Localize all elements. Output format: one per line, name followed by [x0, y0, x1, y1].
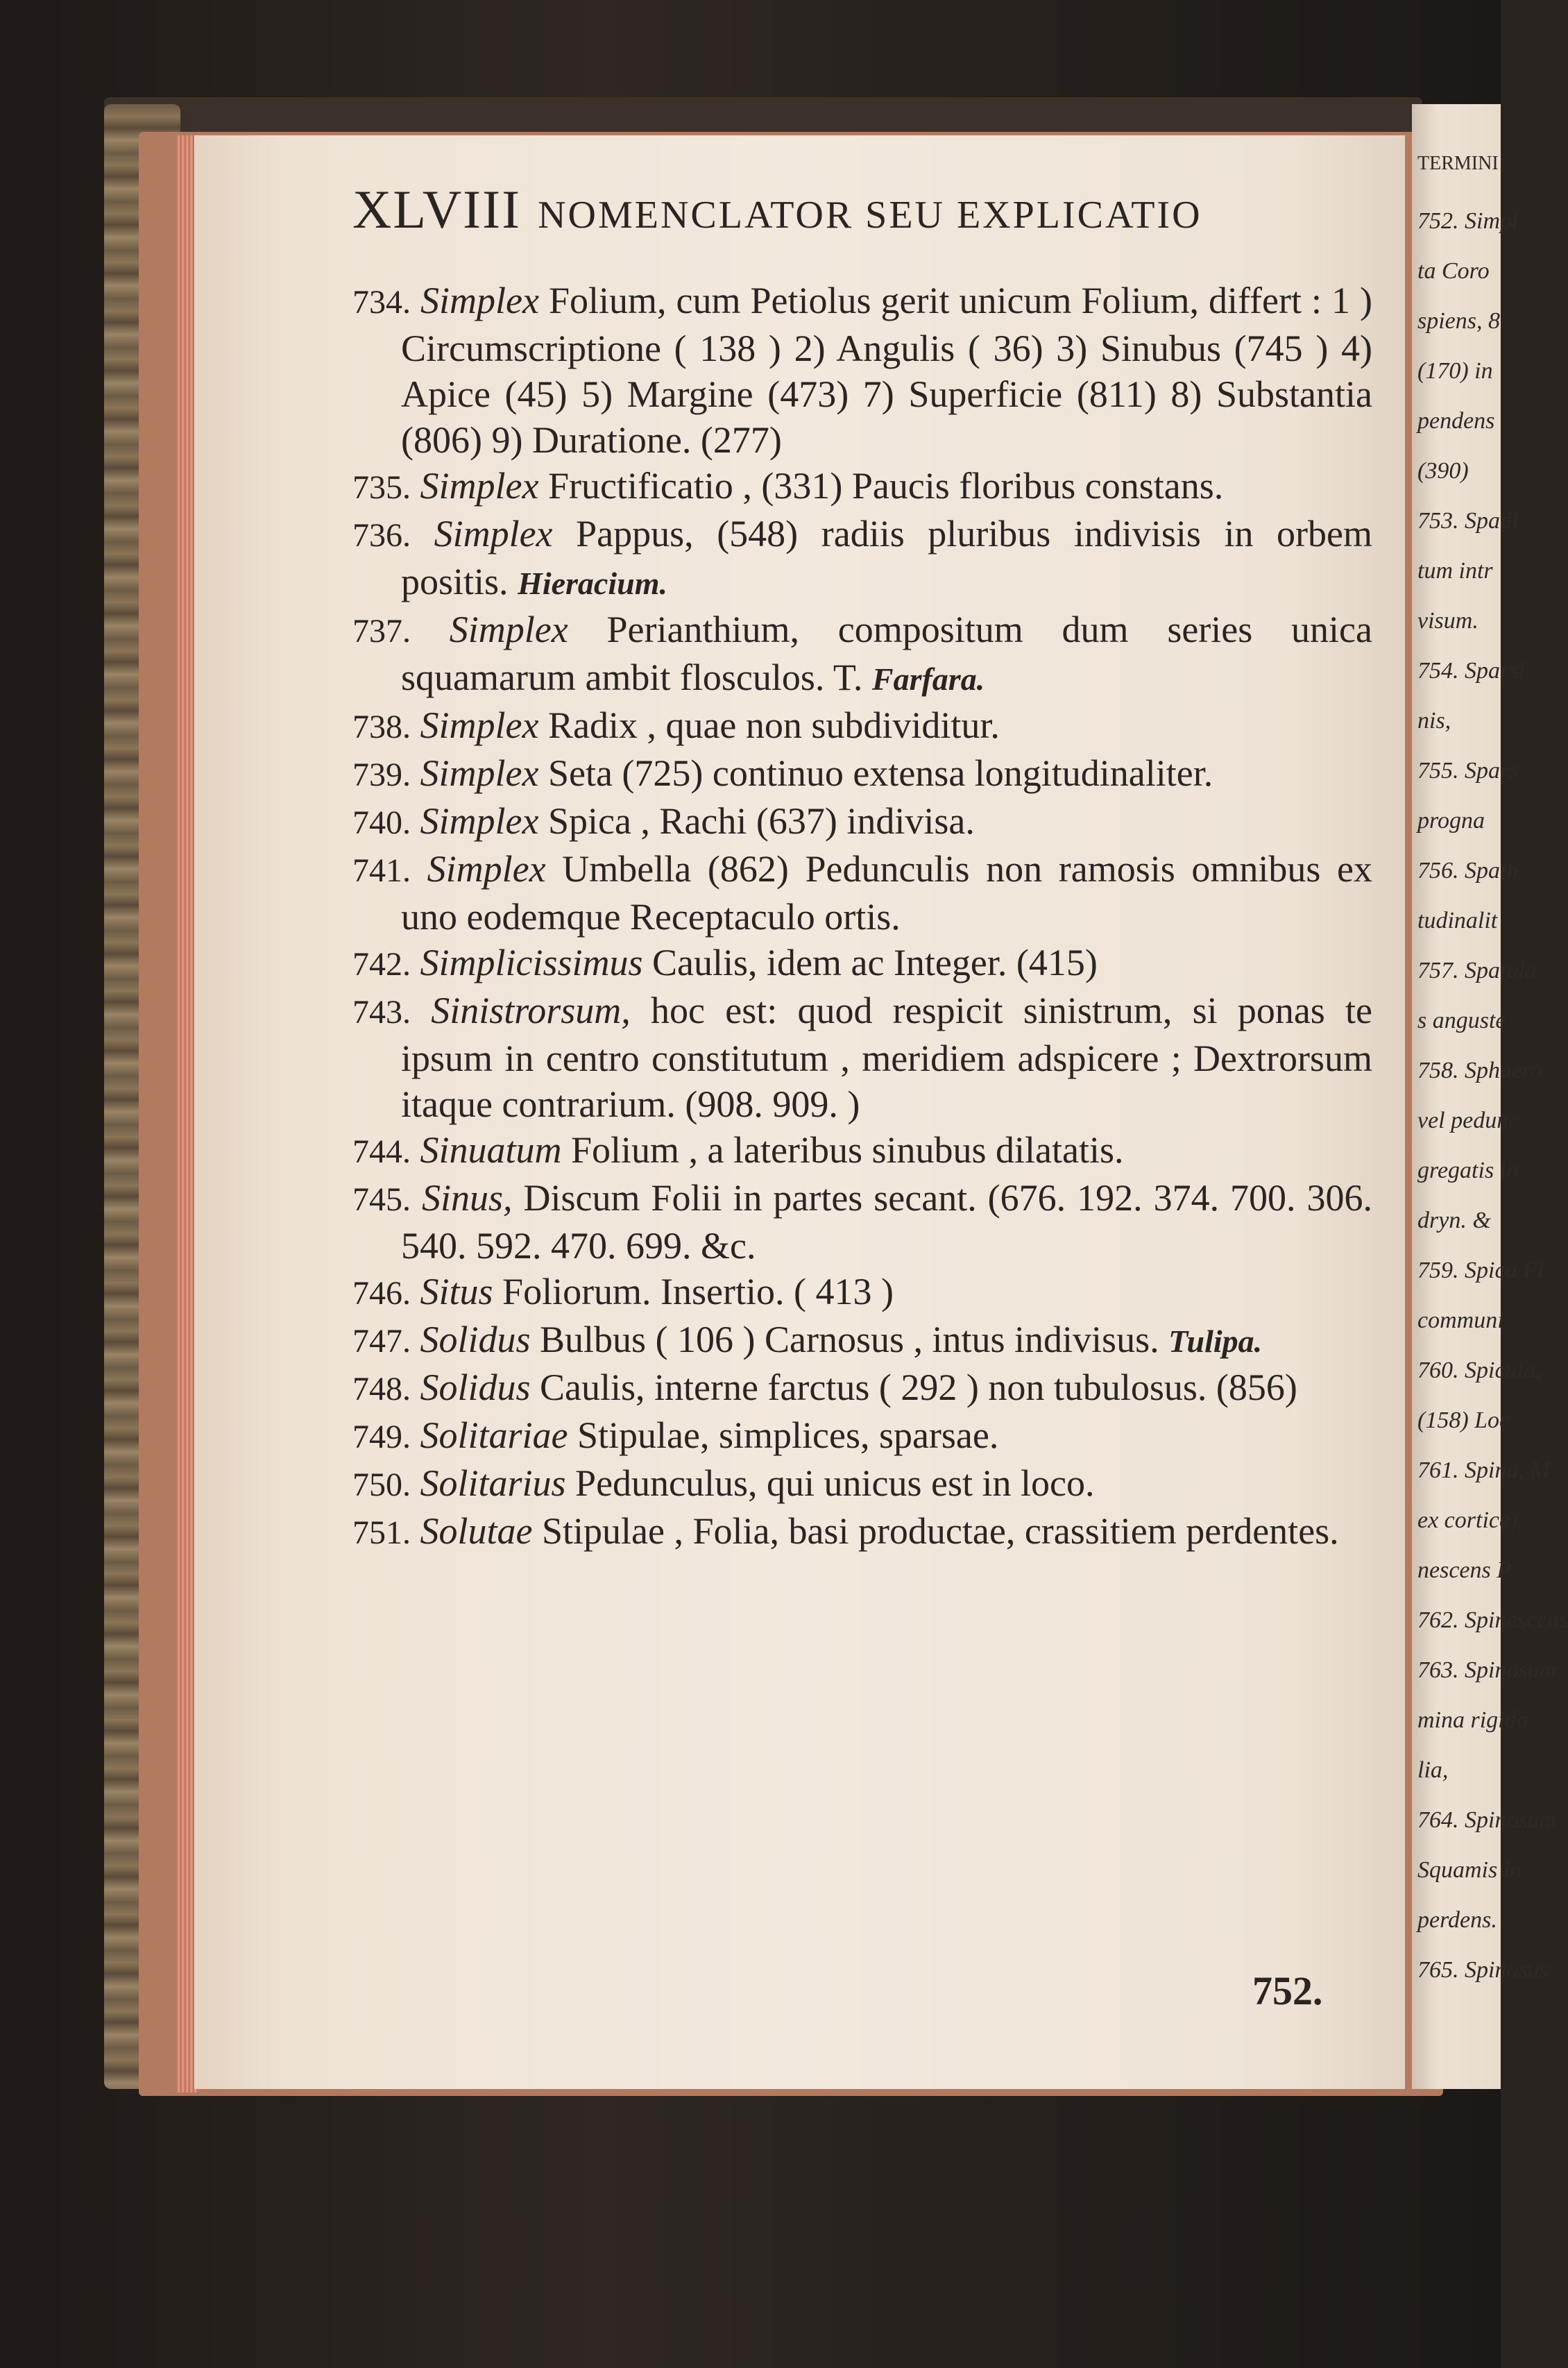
glossary-entry [352, 846, 1372, 940]
entry-term: Sinuatum [420, 1129, 562, 1171]
facing-page-fragment: gregatis in [1417, 1158, 1519, 1183]
facing-page-fragment: ex cortice) [1417, 1507, 1518, 1533]
entry-definition: Pappus, (548) radiis pluribus indivisis in orbem positis. [401, 513, 1373, 602]
glossary-entry [352, 1508, 1372, 1556]
entry-definition: Perianthium, compositum dum series unica squamarum ambit flosculos. T. [401, 609, 1372, 698]
book-page [194, 135, 1405, 2089]
facing-page-fragment: tudinalit [1417, 908, 1498, 933]
entry-term: Simplex [449, 609, 568, 650]
glossary-entry [352, 940, 1372, 988]
entry-number: 741. [352, 852, 411, 889]
entry-term: Solitarius [420, 1462, 566, 1504]
entry-term: Situs [420, 1271, 493, 1312]
entry-number: 738. [352, 709, 411, 745]
glossary-entry [352, 988, 1372, 1127]
entry-number: 749. [352, 1419, 411, 1455]
page-number: XLVIII [352, 179, 522, 239]
entry-definition: Radix , quae non subdividitur. [547, 704, 1000, 746]
facing-page-fragment: dryn. & [1417, 1208, 1491, 1233]
facing-page-fragment: communi [1417, 1308, 1504, 1333]
entry-definition: hoc est: quod respicit sinistrum, si ponas te ipsum in centro constitutum , meridiem adspicere ; Dextrorsum itaque contrarium. (908. 909. ) [401, 990, 1373, 1125]
entry-number: 742. [352, 946, 411, 983]
glossary-entry [352, 798, 1372, 846]
entry-term: Sinistrorsum, [431, 990, 631, 1031]
glossary-entry [352, 278, 1372, 463]
entry-number: 739. [352, 756, 411, 793]
entry-example-genus: Farfara. [871, 661, 985, 697]
entry-definition: Umbella (862) Pedunculis non ramosis omnibus ex uno eodemque Receptaculo ortis. [401, 848, 1373, 938]
entry-term: Solitariae [420, 1414, 568, 1456]
entry-number: 737. [352, 613, 411, 650]
entry-number: 744. [352, 1133, 411, 1170]
facing-page-fragment: Squamis in [1417, 1857, 1522, 1883]
entry-definition: Stipulae , Folia, basi productae, crassitiem perdentes. [541, 1510, 1339, 1552]
facing-page-fragment: lia, [1417, 1757, 1449, 1783]
entry-number: 745. [352, 1181, 411, 1218]
facing-page-fragment: 758. Sphaero [1417, 1058, 1543, 1083]
glossary-entries [352, 278, 1372, 1556]
facing-page-fragment: nis, [1417, 708, 1451, 734]
entry-number: 750. [352, 1466, 411, 1503]
entry-number: 746. [352, 1275, 411, 1312]
entry-term: Solutae [420, 1510, 533, 1552]
facing-page-fragment: s anguste [1417, 1008, 1506, 1033]
entry-term: Sinus, [421, 1177, 513, 1219]
facing-page-fragment: 752. Simpl [1417, 208, 1519, 234]
glossary-entry [352, 1127, 1372, 1175]
facing-page-fragment: pendens [1417, 408, 1495, 434]
entry-definition: Fructificatio , (331) Paucis floribus constans. [547, 465, 1224, 507]
entry-term: Simplex [434, 513, 553, 555]
entry-definition: Seta (725) continuo extensa longitudinaliter. [547, 752, 1213, 794]
entry-definition: Folium, cum Petiolus gerit unicum Folium, differt : 1 ) Circumscriptione ( 138 ) 2) Angulis ( 36) 3) Sinubus (745 ) 4) Apice (45) 5) Margine (473) 7) Superficie (811) 8) Substantia (806) 9) Duratione. (277) [401, 280, 1373, 461]
facing-page-fragment: 762. Spinescens [1417, 1607, 1568, 1633]
facing-page-fragment: perdens. [1417, 1907, 1497, 1933]
entry-example-genus: Tulipa. [1168, 1323, 1263, 1359]
entry-number: 736. [352, 517, 411, 554]
glossary-entry [352, 1412, 1372, 1460]
facing-page-fragment: progna [1417, 808, 1485, 834]
facing-page-fragment: 753. Spadi [1417, 508, 1519, 534]
facing-page-fragment: ta Coro [1417, 258, 1490, 284]
facing-page-fragment: (158) Loc [1417, 1407, 1510, 1433]
glossary-entry [352, 1269, 1372, 1317]
entry-number: 734. [352, 284, 411, 321]
entry-definition: Stipulae, simplices, sparsae. [577, 1414, 999, 1456]
entry-term: Simplex [420, 752, 539, 794]
entry-term: Simplex [420, 704, 539, 746]
facing-page-fragment: spiens, 8 [1417, 308, 1500, 334]
entry-number: 735. [352, 469, 411, 506]
entry-definition: Discum Folii in partes secant. (676. 192. 374. 700. 306. 540. 592. 470. 699. &c. [401, 1177, 1373, 1267]
page-header [352, 178, 1202, 241]
entry-term: Solidus [420, 1367, 531, 1408]
entry-definition: Folium , a lateribus sinubus dilatatis. [571, 1129, 1124, 1171]
facing-page-fragment: 755. Spars [1417, 758, 1519, 784]
facing-page-fragment: 761. Spina, M [1417, 1457, 1550, 1483]
facing-page-fragment: 757. Spatula [1417, 958, 1537, 983]
catchword: 752. [1252, 1968, 1323, 2013]
glossary-entry [352, 463, 1372, 511]
entry-term: Simplex [427, 848, 546, 890]
facing-page-fragment: 763. Spinosum [1417, 1657, 1557, 1683]
glossary-entry [352, 1175, 1372, 1269]
facing-page-fragment: nescens P [1417, 1557, 1512, 1583]
facing-page-fragment: 759. Spica Fl [1417, 1258, 1544, 1283]
glossary-entry [352, 1364, 1372, 1412]
glossary-entry [352, 607, 1372, 702]
entry-number: 740. [352, 804, 411, 841]
entry-example-genus: Hieracium. [518, 566, 667, 601]
facing-page-fragment: 764. Spinosum [1417, 1807, 1557, 1833]
entry-definition: Bulbus ( 106 ) Carnosus , intus indivisus. [540, 1319, 1159, 1360]
entry-term: Simplex [420, 800, 539, 842]
entry-definition: Caulis, idem ac Integer. (415) [652, 942, 1098, 983]
glossary-entry [352, 1317, 1372, 1364]
entry-term: Simplicissimus [420, 942, 643, 983]
entry-term: Solidus [420, 1319, 531, 1360]
glossary-entry [352, 1460, 1372, 1508]
entry-term: Simplex [420, 465, 539, 507]
facing-page-fragment: 754. Sparsi [1417, 658, 1525, 684]
facing-page-fragment: mina rigida [1417, 1707, 1528, 1733]
entry-number: 751. [352, 1514, 411, 1551]
glossary-entry [352, 750, 1372, 798]
facing-page-fragment: 760. Spicula, [1417, 1358, 1542, 1383]
facing-page-fragment: 756. Spath [1417, 858, 1519, 883]
entry-definition: Caulis, interne farctus ( 292 ) non tubulosus. (856) [540, 1367, 1297, 1408]
facing-page-fragment: (170) in [1417, 358, 1493, 384]
entry-definition: Spica , Rachi (637) indivisa. [547, 800, 975, 842]
facing-page-fragment: 765. Spinosus [1417, 1957, 1549, 1983]
facing-page-fragment: tum intr [1417, 558, 1493, 584]
entry-number: 743. [352, 994, 411, 1031]
running-title: NOMENCLATOR SEU EXPLICATIO [538, 194, 1202, 237]
facing-page [1412, 104, 1568, 2089]
glossary-entry [352, 702, 1372, 750]
facing-page-fragment: (390) [1417, 458, 1469, 484]
facing-page-fragment: visum. [1417, 608, 1478, 634]
entry-term: Simplex [420, 280, 539, 321]
entry-definition: Pedunculus, qui unicus est in loco. [575, 1462, 1095, 1504]
facing-header: TERMINI [1417, 153, 1499, 174]
entry-number: 747. [352, 1323, 411, 1360]
entry-number: 748. [352, 1371, 411, 1407]
facing-page-fragment: vel pedunc [1417, 1108, 1519, 1133]
glossary-entry [352, 511, 1372, 607]
entry-definition: Foliorum. Insertio. ( 413 ) [502, 1271, 894, 1312]
